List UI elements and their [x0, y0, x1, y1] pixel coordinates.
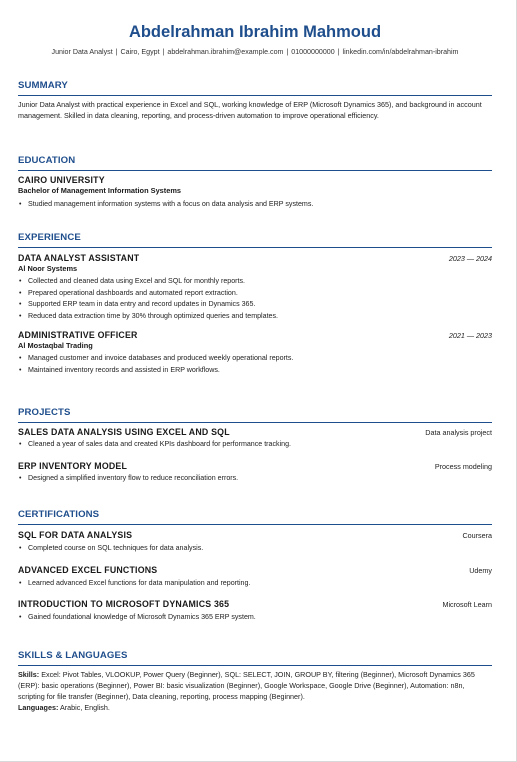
job-dates: 2023 — 2024 [448, 254, 492, 263]
project-type: Process modeling [434, 461, 492, 471]
skills-paragraph [18, 669, 492, 702]
candidate-name: Abdelrahman Ibrahim Mahmoud [128, 23, 382, 41]
project-name: ERP INVENTORY MODEL [18, 460, 128, 471]
certification-issuer: Coursera [462, 531, 492, 540]
job-company: Al Mostaqbal Trading [18, 341, 93, 350]
project-bullets [18, 473, 492, 485]
education-degree: Bachelor of Management Information Systems [18, 186, 182, 195]
list-item: • Supported ERP team in data entry and record updates in Dynamics 365. [18, 299, 492, 311]
contact-location: Cairo, Egypt [120, 48, 160, 56]
contact-separator: | [337, 48, 340, 56]
summary-text: Junior Data Analyst with practical experience in Excel and SQL, working knowledge of ERP (Microsoft Dynamics 365), and background in account management. Skilled in data cleaning, reporting, and process-driven automation to improve operational efficiency. [18, 100, 482, 120]
section-title-summary: SUMMARY [18, 80, 68, 91]
education-school: CAIRO UNIVERSITY [18, 175, 105, 185]
job-entry [18, 253, 492, 322]
job-dates: 2021 — 2023 [448, 331, 492, 340]
section-title-education: EDUCATION [18, 155, 76, 166]
list-item: • Reduced data extraction time by 30% through optimized queries and templates. [18, 311, 492, 323]
certification-entry [18, 530, 492, 555]
list-item: • Collected and cleaned data using Excel and SQL for monthly reports. [18, 276, 492, 288]
section-divider [18, 247, 492, 248]
section-title-experience: EXPERIENCE [18, 232, 81, 243]
list-item: • Prepared operational dashboards and automated report extraction. [18, 288, 492, 300]
certification-name: SQL FOR DATA ANALYSIS [18, 530, 133, 540]
section-divider [18, 665, 492, 666]
project-type: Data analysis project [425, 428, 492, 437]
certification-bullets [18, 543, 492, 555]
contact-title: Junior Data Analyst [51, 48, 113, 56]
job-company: Al Noor Systems [18, 264, 78, 273]
contact-separator: | [162, 48, 165, 56]
section-title-projects: PROJECTS [18, 407, 71, 418]
job-role: ADMINISTRATIVE OFFICER [18, 330, 138, 340]
job-bullets [18, 353, 492, 376]
contact-line [18, 47, 492, 57]
education-bullets [18, 199, 492, 211]
section-divider [18, 422, 492, 423]
certification-entry [18, 599, 492, 624]
section-title-certifications: CERTIFICATIONS [18, 509, 100, 520]
job-role: DATA ANALYST ASSISTANT [18, 253, 140, 263]
section-divider [18, 170, 492, 171]
certification-bullets [18, 578, 492, 590]
contact-phone: 01000000000 [291, 48, 335, 56]
section-divider [18, 524, 492, 525]
projects-section [18, 407, 492, 484]
project-entry [18, 427, 492, 451]
skills-text: Excel: Pivot Tables, VLOOKUP, Power Query (Beginner), SQL: SELECT, JOIN, GROUP BY, filtering (Beginner), Microsoft Dynamics 365 (ERP): basic operations (Beginner), Power BI: basic visualization (Beginner), Google Workspace, Google Drive (Beginner), Automation: n8n, scripting for file transfer (Beginner), Data cleaning, reporting, process mapping (Beginner). [18, 670, 475, 701]
project-entry [18, 461, 492, 485]
job-bullets [18, 276, 492, 322]
languages-text: Arabic, English. [59, 703, 110, 712]
list-item: • Cleaned a year of sales data and created KPIs dashboard for performance tracking. [18, 439, 492, 451]
project-name: SALES DATA ANALYSIS USING EXCEL AND SQL [18, 427, 230, 437]
certification-bullets [18, 612, 492, 624]
contact-separator: | [115, 48, 118, 56]
list-item: • Managed customer and invoice databases and produced weekly operational reports. [18, 353, 492, 365]
experience-section [18, 232, 492, 376]
certification-name: ADVANCED EXCEL FUNCTIONS [18, 564, 158, 575]
contact-separator: | [286, 48, 289, 56]
project-bullets [18, 439, 492, 451]
list-item: • Completed course on SQL techniques for data analysis. [18, 543, 492, 555]
skills-label: Skills: [18, 670, 40, 679]
languages-paragraph [18, 702, 492, 713]
skills-section [18, 650, 492, 713]
list-item: • Studied management information systems with a focus on data analysis and ERP systems. [18, 199, 492, 211]
certification-name: INTRODUCTION TO MICROSOFT DYNAMICS 365 [18, 599, 230, 609]
certification-issuer: Microsoft Learn [442, 600, 492, 609]
contact-linkedin[interactable]: linkedin.com/in/abdelrahman-ibrahim [342, 48, 459, 56]
section-title-skills: SKILLS & LANGUAGES [18, 650, 128, 661]
certifications-section [18, 509, 492, 624]
list-item: • Maintained inventory records and assisted in ERP workflows. [18, 365, 492, 377]
list-item: • Learned advanced Excel functions for data manipulation and reporting. [18, 578, 492, 590]
section-divider [18, 95, 492, 96]
certification-entry [18, 565, 492, 590]
contact-email[interactable]: abdelrahman.ibrahim@example.com [167, 48, 284, 56]
summary-section [18, 80, 492, 121]
education-section [18, 155, 492, 211]
list-item: • Gained foundational knowledge of Microsoft Dynamics 365 ERP system. [18, 612, 492, 624]
certification-issuer: Udemy [469, 565, 492, 575]
list-item: • Designed a simplified inventory flow to reduce reconciliation errors. [18, 473, 492, 485]
languages-label: Languages: [18, 703, 59, 712]
job-entry [18, 330, 492, 376]
